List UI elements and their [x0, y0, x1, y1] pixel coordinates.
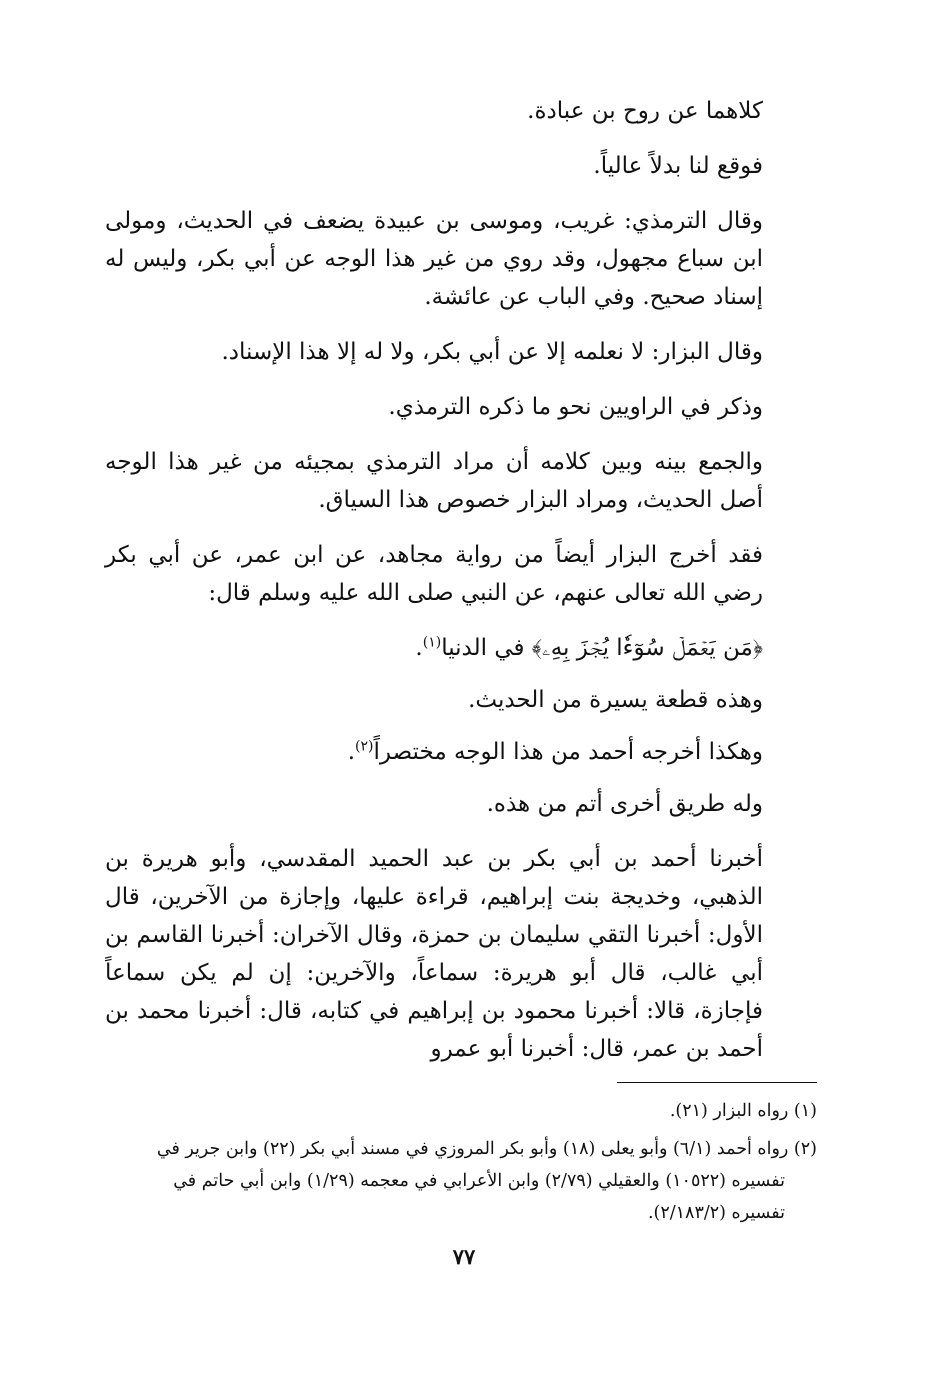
- paragraph: وهذه قطعة يسيرة من الحديث.: [468, 687, 763, 713]
- page-body: [105, 92, 817, 1235]
- quran-quote: [105, 629, 817, 667]
- paragraph: وقال الترمذي: غريب، وموسى بن عبيدة يضعف في الحديث، ومولى ابن سباع مجهول، وقد روي من غير هذا الوجه عن أبي بكر، وليس له إسناد صحيح. وفي الباب عن عائشة.: [105, 208, 763, 310]
- footnote-line: تفسيره (٢/١٨٣/٢).: [647, 1203, 785, 1223]
- paragraph: والجمع بينه وبين كلامه أن مراد الترمذي بمجيئه من غير هذا الوجه أصل الحديث، ومراد البزار خصوص هذا السياق.: [105, 449, 763, 513]
- paragraph-isnad: أخبرنا أحمد بن أبي بكر بن عبد الحميد المقدسي، وأبو هريرة بن الذهبي، وخديجة بنت إبراهيم، قراءة عليها، وإجازة من الآخرين، قال الأول: أخبرنا التقي سليمان بن حمزة، وقال الآخران: أخبرنا القاسم بن أبي غالب، قال أبو هريرة: سماعاً، والآخرين: إن لم يكن سماعاً فإجازة، قالا: أخبرنا محمود بن إبراهيم في كتابه، قال: أخبرنا محمد بن أحمد بن عمر، قال: أخبرنا أبو عمرو: [105, 846, 763, 1062]
- footnote-divider: [617, 1082, 817, 1083]
- footnote-line: (٢) رواه أحمد (٦/١) وأبو يعلى (١٨) وأبو بكر المروزي في مسند أبي بكر (٢٢) وابن جرير في: [156, 1139, 817, 1159]
- paragraph-text: وهكذا أخرجه أحمد من هذا الوجه مختصراً: [373, 739, 763, 765]
- paragraph: فقد أخرج البزار أيضاً من رواية مجاهد، عن ابن عمر، عن أبي بكر رضي الله تعالى عنهم، عن النبي صلى الله عليه وسلم قال:: [105, 542, 763, 606]
- quote-end: .: [415, 635, 423, 661]
- paragraph: وله طريق أخرى أتم من هذه.: [486, 791, 763, 817]
- paragraph-end: .: [347, 739, 356, 765]
- footnote: [105, 1133, 817, 1229]
- paragraph-ahmad: [105, 733, 817, 771]
- footnote-ref: (١): [422, 634, 442, 651]
- paragraph: وقال البزار: لا نعلمه إلا عن أبي بكر، ولا له إلا هذا الإسناد.: [221, 339, 763, 365]
- page-number: ٧٧: [452, 1244, 476, 1269]
- footnote-ref: (٢): [355, 738, 374, 755]
- footnote-line: (١) رواه البزار (٢١).: [669, 1101, 817, 1121]
- paragraph: كلاهما عن روح بن عبادة.: [527, 98, 763, 124]
- footnote: [105, 1095, 817, 1127]
- paragraph: وذكر في الراويين نحو ما ذكره الترمذي.: [388, 394, 763, 420]
- footnote-line: تفسيره (١٠٥٢٢) والعقيلي (٢/٧٩) وابن الأعرابي في معجمه (١/٢٩) وابن أبي حاتم في: [173, 1171, 785, 1191]
- quran-verse: ﴿مَن يَعۡمَلۡ سُوٓءٗا يُجۡزَ بِهِۦ﴾: [531, 635, 763, 661]
- paragraph: فوقع لنا بدلاً عالياً.: [593, 153, 763, 179]
- quote-rest: في الدنيا: [441, 635, 532, 661]
